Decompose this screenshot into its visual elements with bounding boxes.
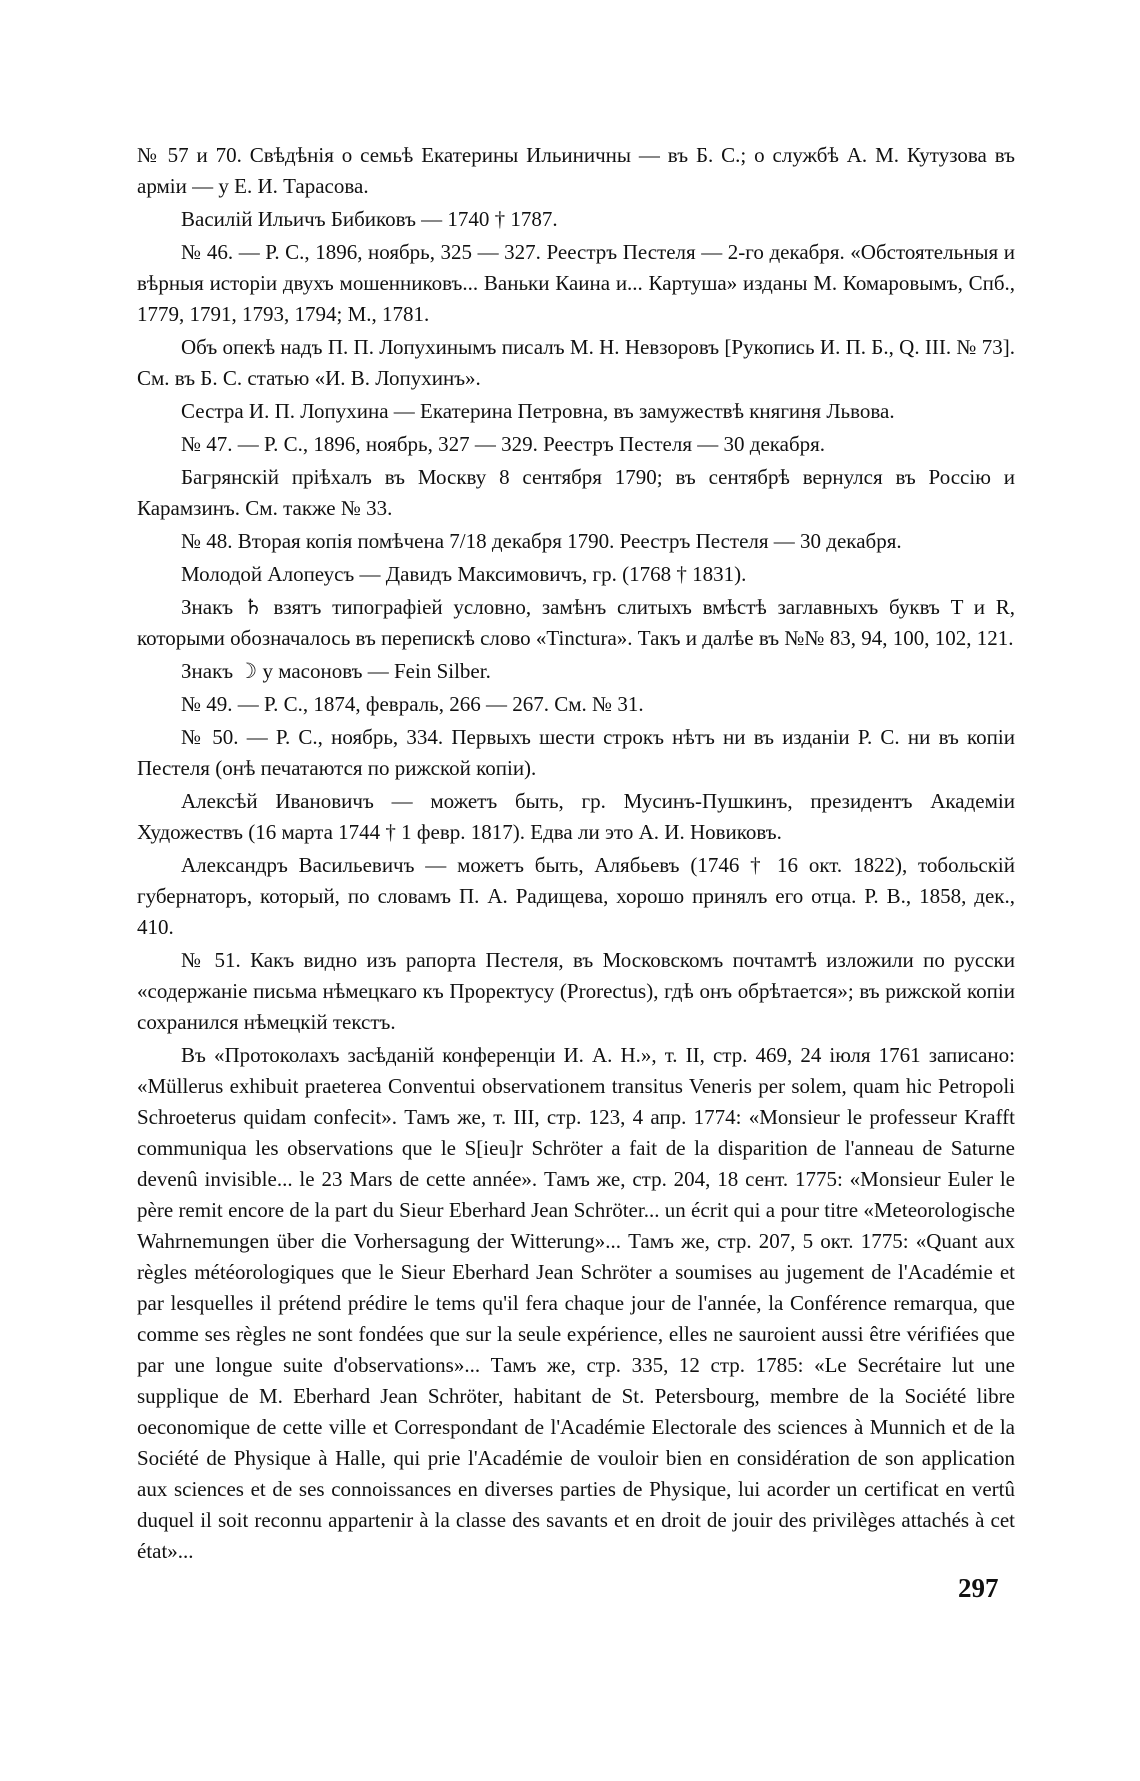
page-number: 297 bbox=[958, 1573, 999, 1603]
paragraph-lopukhin-guardianship: Объ опекѣ надъ П. П. Лопухинымъ писалъ М. Н. Невзоровъ [Рукопись И. П. Б., Q. III. № 73]. См. въ Б. С. статью «И. В. Лопухинъ». bbox=[137, 335, 1015, 390]
paragraph-bagryansky: Багрянскій пріѣхалъ въ Москву 8 сентября 1790; въ сентябрѣ вернулся въ Россію и Карамзинъ. См. также № 33. bbox=[137, 465, 1015, 520]
paragraph-aleksandr-vasilievich: Александръ Васильевичъ — можетъ быть, Алябьевъ (1746 † 16 окт. 1822), тобольскій губернаторъ, который, по словамъ П. А. Радищева, хорошо принялъ его отца. Р. В., 1858, дек., 410. bbox=[137, 853, 1015, 939]
page-text bbox=[137, 140, 1015, 1569]
paragraph-alopeus: Молодой Алопеусъ — Давидъ Максимовичъ, гр. (1768 † 1831). bbox=[181, 562, 747, 586]
paragraph-note-50: № 50. — Р. С., ноябрь, 334. Первыхъ шести строкъ нѣтъ ни въ изданіи Р. С. ни въ копіи Пестеля (онѣ печатаются по рижской копіи). bbox=[137, 725, 1015, 780]
paragraph-note-47: № 47. — Р. С., 1896, ноябрь, 327 — 329. Реестръ Пестеля — 30 декабря. bbox=[181, 432, 826, 456]
paragraph-note-49: № 49. — Р. С., 1874, февраль, 266 — 267. См. № 31. bbox=[181, 692, 644, 716]
paragraph-sign-tinctura: Знакъ ♄ взятъ типографіей условно, замѣнъ слитыхъ вмѣстѣ заглавныхъ буквъ T и R, которыми обозначалось въ перепискѣ слово «Tinctura». Такъ и далѣе въ №№ 83, 94, 100, 102, 121. bbox=[137, 595, 1015, 650]
paragraph-aleksei-ivanovich: Алексѣй Ивановичъ — можетъ быть, гр. Мусинъ-Пушкинъ, президентъ Академіи Художествъ (16 марта 1744 † 1 февр. 1817). Едва ли это А. И. Новиковъ. bbox=[137, 789, 1015, 844]
paragraph-notes-57-70: № 57 и 70. Свѣдѣнія о семьѣ Екатерины Ильиничны — въ Б. С.; о службѣ А. М. Кутузова въ арміи — у Е. И. Тарасова. bbox=[137, 143, 1015, 198]
paragraph-sign-silber: Знакъ ☽ у масоновъ — Fein Silber. bbox=[181, 659, 491, 683]
paragraph-note-48: № 48. Вторая копія помѣчена 7/18 декабря 1790. Реестръ Пестеля — 30 декабря. bbox=[181, 529, 902, 553]
paragraph-bibikov: Василій Ильичъ Бибиковъ — 1740 † 1787. bbox=[181, 207, 558, 231]
paragraph-note-51: № 51. Какъ видно изъ рапорта Пестеля, въ Московскомъ почтамтѣ изложили по русски «содержаніе письма нѣмецкаго къ Проректусу (Prorectus), гдѣ онъ обрѣтается»; въ рижской копіи сохранился нѣмецкій текстъ. bbox=[137, 948, 1015, 1034]
paragraph-note-46: № 46. — Р. С., 1896, ноябрь, 325 — 327. Реестръ Пестеля — 2-го декабря. «Обстоятельныя и вѣрныя исторіи двухъ мошенниковъ... Ваньки Каина и... Картуша» изданы М. Комаровымъ, Спб., 1779, 1791, 1793, 1794; М., 1781. bbox=[137, 240, 1015, 326]
paragraph-protocols: Въ «Протоколахъ засѣданій конференціи И. А. Н.», т. II, стр. 469, 24 іюля 1761 записано: «Müllerus exhibuit praeterea Conventui observationem transitus Veneris per solem, quam hic Petropoli Schroeterus quidam confecit». Тамъ же, т. III, стр. 123, 4 апр. 1774: «Monsieur le professeur Krafft communiqua les observations que le S[ieu]r Schröter a fait de la disparition de l'anneau de Saturne devenû invisible... le 23 Mars de cette année». Тамъ же, стр. 204, 18 сент. 1775: «Monsieur Euler le père remit encore de la part du Sieur Eberhard Jean Schröter... un écrit qui a pour titre «Meteorologische Wahrnemungen über die Vorhersagung der Witterung»... Тамъ же, стр. 207, 5 окт. 1775: «Quant aux règles météorologiques que le Sieur Eberhard Jean Schröter a soumises au jugement de l'Académie et par lesquelles il prétend prédire le tems qu'il fera chaque jour de l'année, la Conférence remarqua, que comme ses règles ne sont fondées que sur la seule expérience, elles ne sauroient aussi être vérifiées que par une longue suite d'observations»... Тамъ же, стр. 335, 12 стр. 1785: «Le Secrétaire lut une supplique de M. Eberhard Jean Schröter, habitant de St. Petersbourg, membre de la Société libre oeconomique de cette ville et Correspondant de l'Académie Electorale des sciences à Munnich et de la Société de Physique à Halle, qui prie l'Académie de vouloir bien en considération de son application aux sciences et de ses connoissances en diverses parties de Physique, lui acorder un certificat en vertû duquel il soit reconnu appartenir à la classe des savants et en droit de jouir des privilèges attachés à cet état»... bbox=[137, 1043, 1015, 1563]
paragraph-lopukhin-sister: Сестра И. П. Лопухина — Екатерина Петровна, въ замужествѣ княгиня Львова. bbox=[181, 399, 895, 423]
